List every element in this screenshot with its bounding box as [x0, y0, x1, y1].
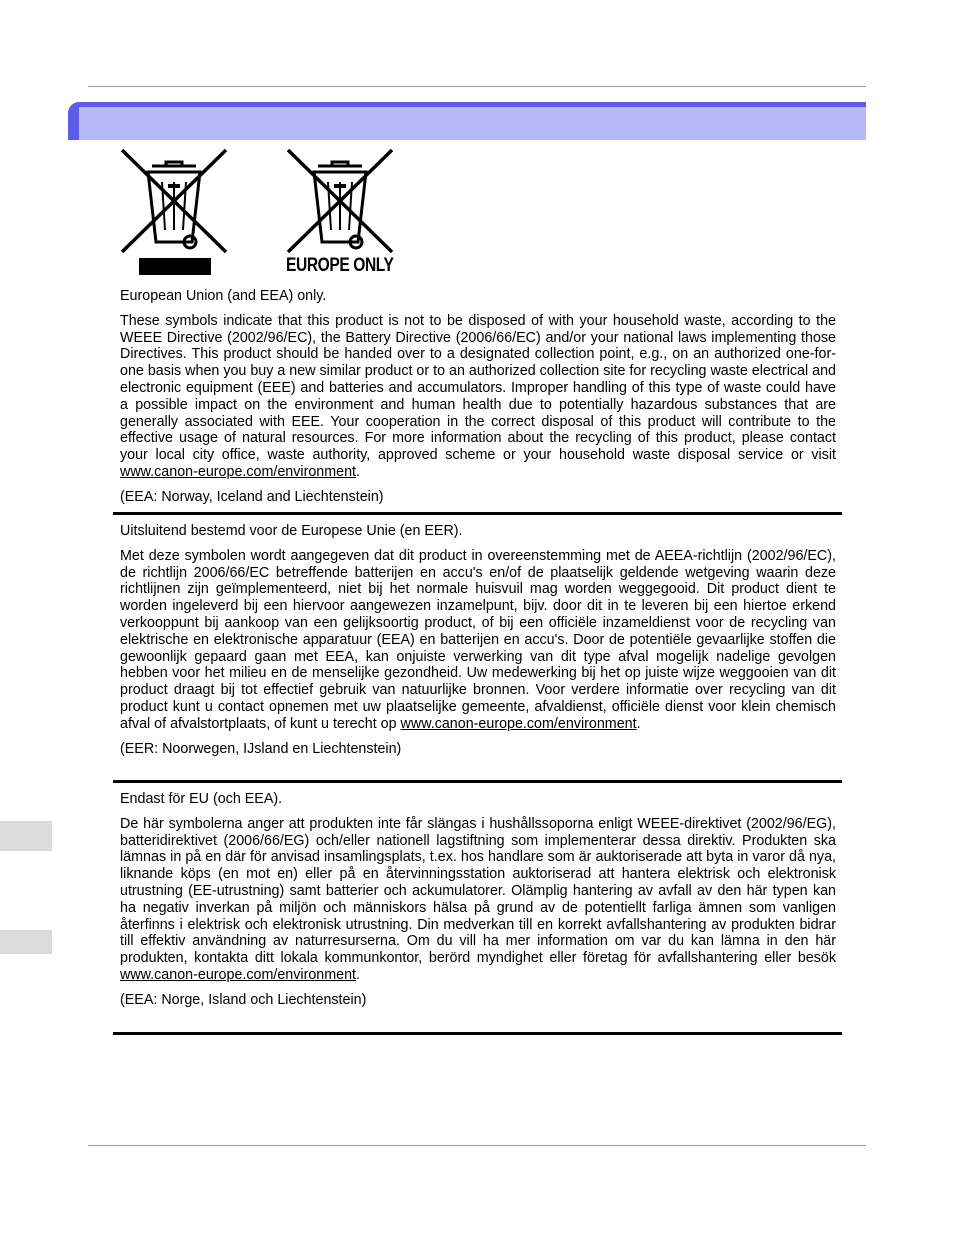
section-divider: [113, 1032, 842, 1035]
environment-link[interactable]: www.canon-europe.com/environment: [400, 715, 637, 732]
section-title-bar: [68, 102, 866, 140]
environment-link[interactable]: www.canon-europe.com/environment: [120, 463, 357, 480]
side-thumb-tab-secondary: [0, 930, 52, 954]
section-body: De här symbolerna anger att produkten inte får slängas i hushållssoporna enligt WEEE-direktivet (2002/96/EG), batteridirektivet (2006/66/EG) och/eller nationell lagstiftning som implementerar dessa direktiv. Produkten ska lämnas in på en där för anvisad insamlingsplats, t.ex. hos handlare som är auktoriserade att byta in varor då nya, liknande köps (en mot en) eller på en återvinningsstation auktoriserad att hantera elektrisk och elektronisk utrustning (EE-utrustning) samt batterier och ackumulatorer. Olämplig hantering av avfall av den här typen kan ha negativ inverkan på miljön och människors hälsa på grund av de potentiellt farliga ämnen som vanligen återfinns i elektrisk och elektronisk utrustning. Din medverkan till en korrekt avfallshantering av produkten bidrar till effektiv användning av naturresurserna. Om du vill ha mer information om var du kan lämna in den här produkten, kontakta ditt lokala kommunkontor, berörd myndighet eller företag för avfallshantering eller besök www.canon-europe.com/environment.: [120, 815, 836, 983]
section-divider: [113, 780, 842, 783]
section-body: Met deze symbolen wordt aangegeven dat dit product in overeenstemming met de AEEA-richtlijn (2002/96/EC), de richtlijn 2006/66/EC betreffende batterijen en accu's en/of de plaatselijk geldende wetgeving waarin deze richtlijnen zijn geïmplementeerd, niet bij het normale huisvuil mag worden weggegooid. Dit product dient te worden ingeleverd bij een hiervoor aangewezen inzamelpunt, bijv. door dit in te leveren bij een hiertoe erkend verkooppunt bij aankoop van een gelijksoortig product, of bij een officiële inzameldienst voor de recycling van elektrische en elektronische apparatuur (EEA) en batterijen en accu's. Door de potentiële gevaarlijke stoffen die gewoonlijk gepaard gaan met EEA, kan onjuiste verwerking van dit type afval mogelijk nadelige gevolgen hebben voor het milieu en de menselijke gezondheid. Uw medewerking bij het op juiste wijze weggooien van dit product draagt bij tot effectief gebruik van natuurlijke bronnen. Voor verdere informatie over recycling van dit product kunt u contact opnemen met uw plaatselijke gemeente, afvaldienst, officiële dienst voor klein chemisch afval of afvalstortplaats, of kunt u terecht op www.canon-europe.com/environment.: [120, 547, 836, 732]
europe-only-label: EUROPE ONLY: [286, 255, 394, 276]
section-heading: Uitsluitend bestemd voor de Europese Unie (en EER).: [120, 523, 463, 539]
marking-bar: [139, 258, 211, 275]
section-divider: [113, 512, 842, 515]
environment-link[interactable]: www.canon-europe.com/environment: [120, 966, 357, 983]
section-note: (EEA: Norge, Island och Liechtenstein): [120, 991, 367, 1008]
section-body: These symbols indicate that this product is not to be disposed of with your household waste, according to the WEEE Directive (2002/96/EC), the Battery Directive (2006/66/EC) and/or your national laws implementing those Directives. This product should be handed over to a designated collection point, e.g., on an authorized one-for-one basis when you buy a new similar product or to an authorized collection site for recycling waste electrical and electronic equipment (EEE) and batteries and accumulators. Improper handling of this type of waste could have a possible impact on the environment and human health due to potentially hazardous substances that are generally associated with EEE. Your cooperation in the correct disposal of this product will contribute to the effective usage of natural resources. For more information about the recycling of this product, please contact your local city office, waste authority, approved scheme or your household waste disposal service or visit www.canon-europe.com/environment.: [120, 312, 837, 480]
section-english: [120, 288, 836, 506]
section-note: (EEA: Norway, Iceland and Liechtenstein): [120, 488, 384, 505]
crossed-out-wheeled-bin-icon: [118, 148, 230, 276]
section-dutch: [120, 523, 836, 757]
footer-rule: [88, 1145, 866, 1146]
section-note: (EER: Noorwegen, IJsland en Liechtenstein): [120, 740, 402, 757]
header-rule: [88, 86, 866, 87]
section-heading: European Union (and EEA) only.: [120, 288, 327, 304]
section-heading: Endast för EU (och EEA).: [120, 791, 283, 807]
section-swedish: [120, 791, 836, 1009]
side-thumb-tab: [0, 821, 52, 851]
